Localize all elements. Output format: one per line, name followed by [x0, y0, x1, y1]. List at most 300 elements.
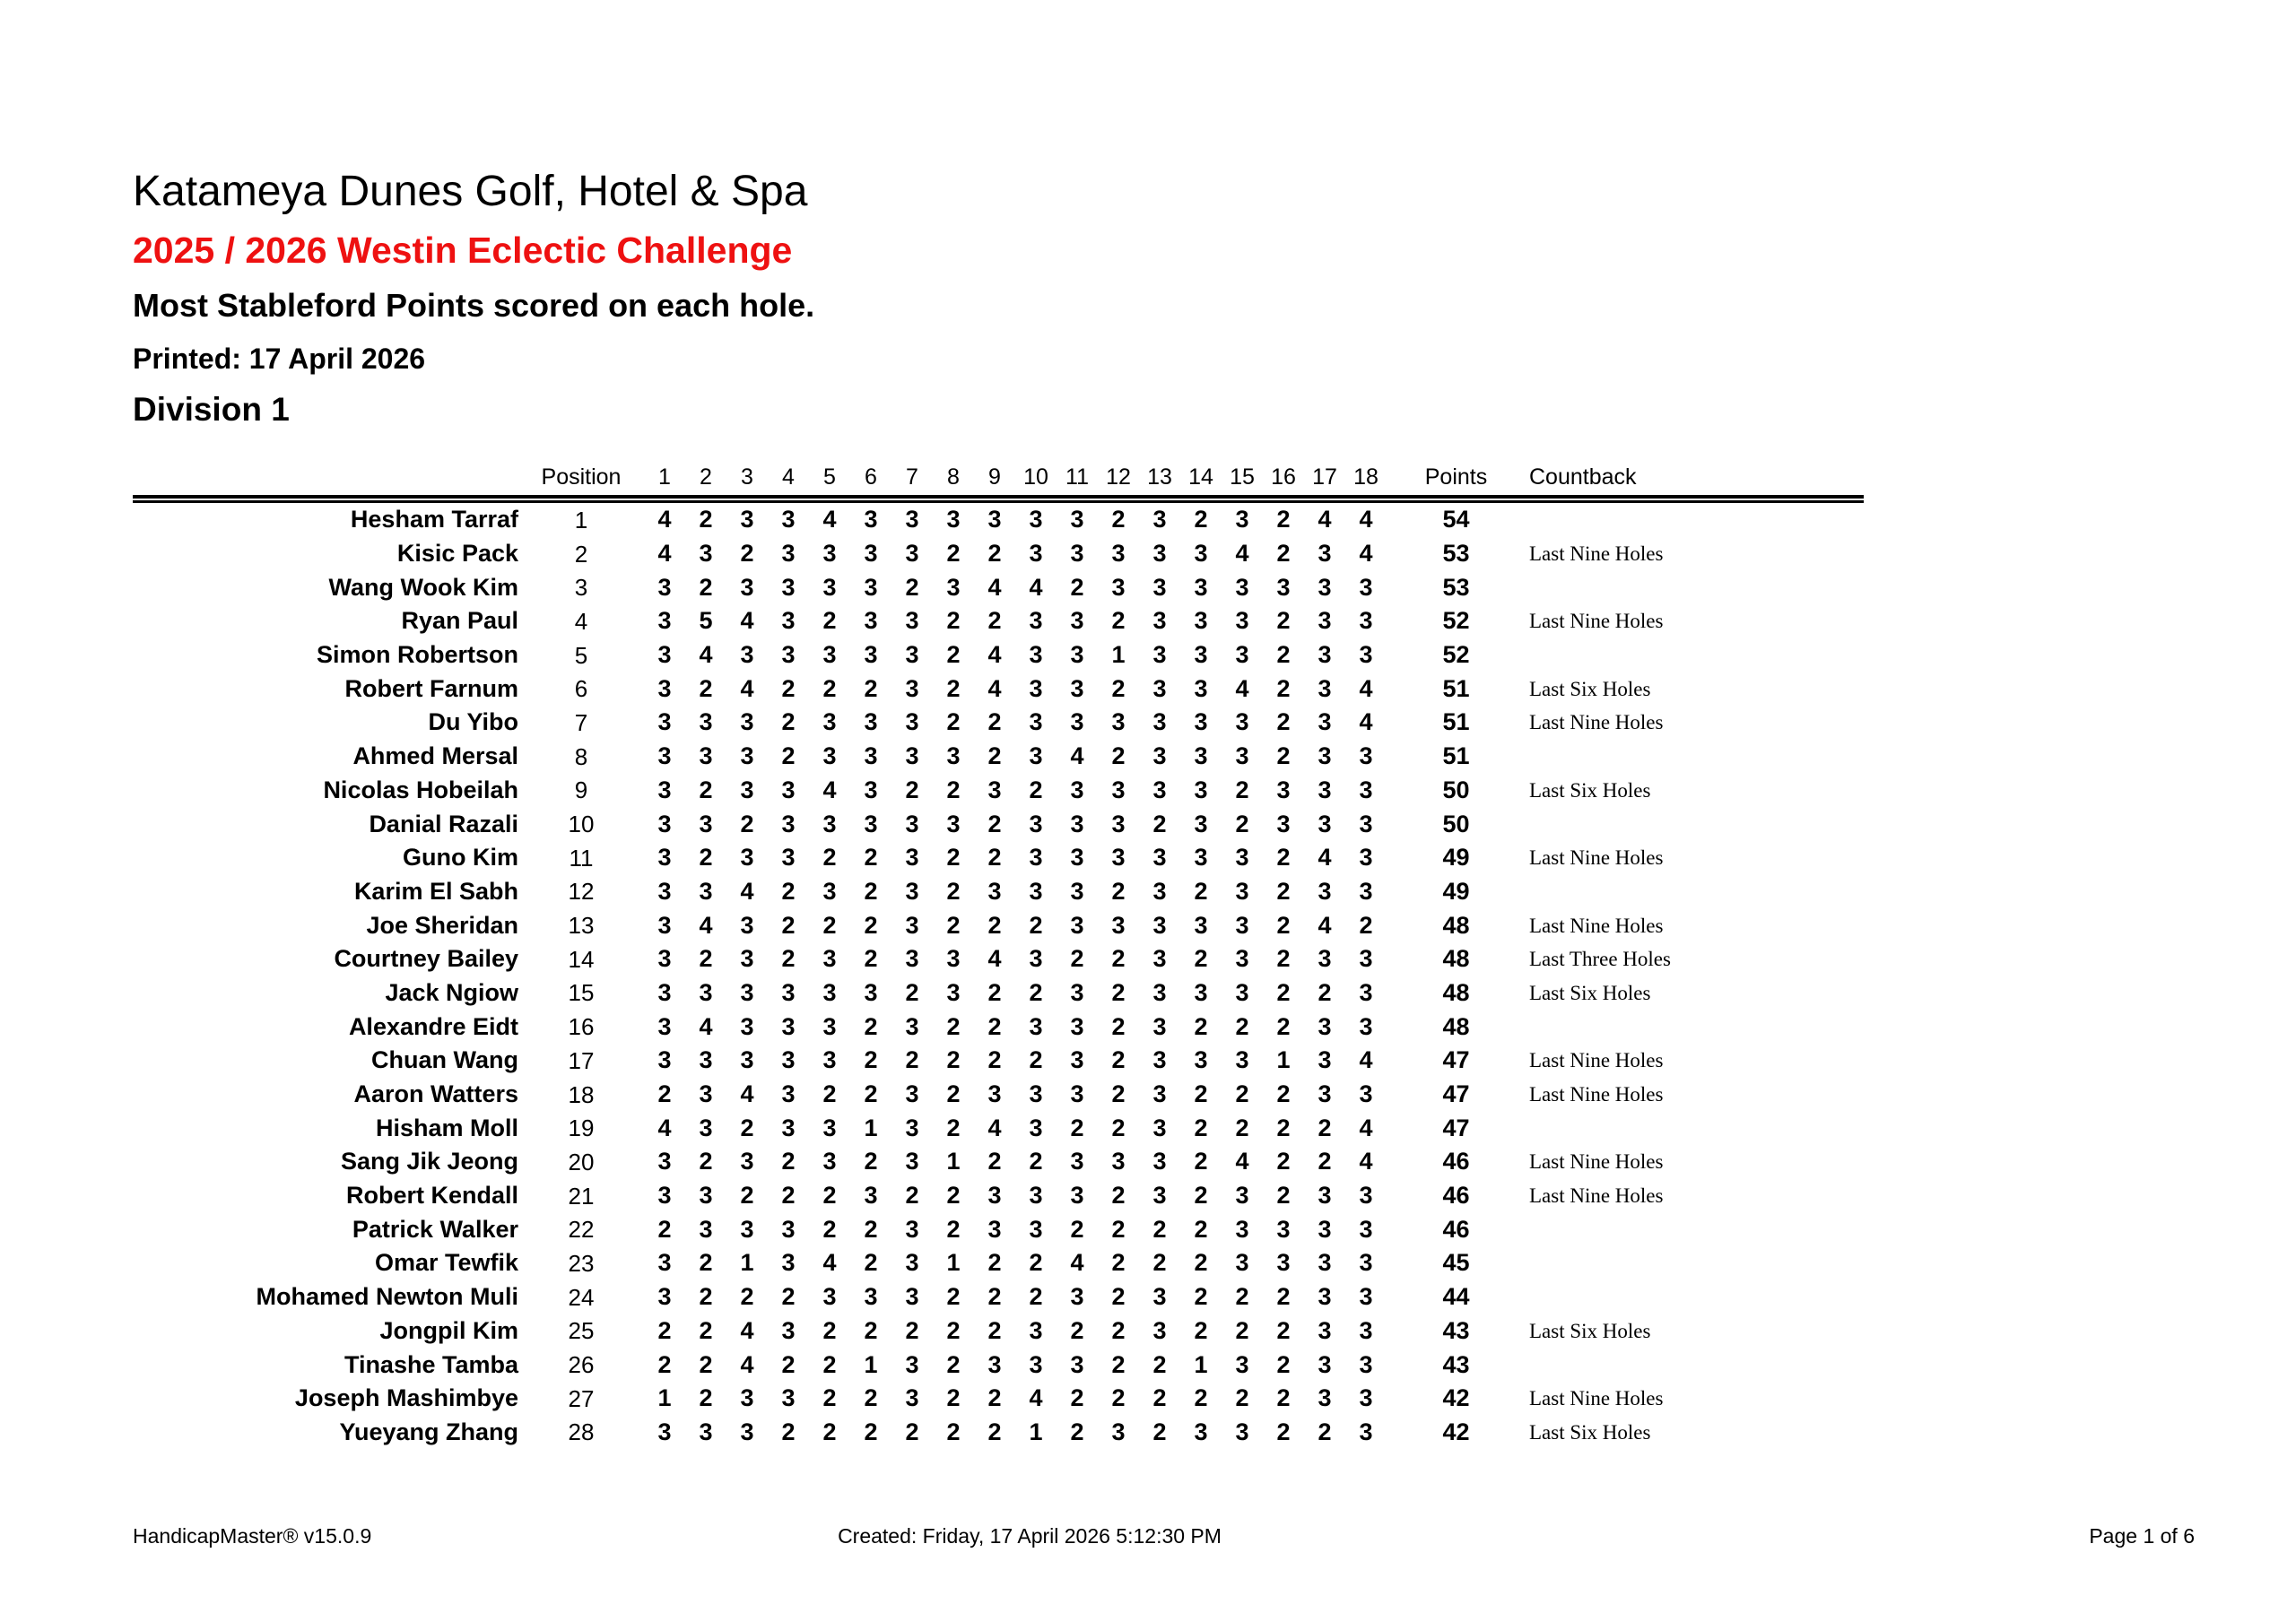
- hole-score: 2: [822, 1182, 837, 1210]
- footer-page-number: Page 1 of 6: [2089, 1524, 2195, 1548]
- countback-value: Last Six Holes: [1529, 778, 1651, 802]
- position-value: 6: [574, 675, 588, 703]
- player-name: Aaron Watters: [353, 1080, 518, 1108]
- hole-score: 2: [1276, 1316, 1291, 1344]
- player-name: Ahmed Mersal: [352, 742, 518, 770]
- hole-score: 3: [1029, 1350, 1043, 1378]
- hole-score: 2: [1111, 1114, 1126, 1141]
- player-name: Robert Farnum: [344, 674, 518, 702]
- hole-score: 3: [987, 1215, 1002, 1243]
- hole-score: 3: [740, 708, 754, 736]
- printed-date: Printed: 17 April 2026: [133, 343, 426, 375]
- hole-score: 2: [905, 573, 919, 601]
- countback-value: Last Nine Holes: [1529, 846, 1664, 870]
- hole-score: 3: [1194, 607, 1208, 635]
- table-row: [133, 841, 1864, 875]
- hole-score: 3: [1235, 742, 1249, 770]
- hole-score: 3: [657, 1148, 672, 1175]
- hole-score: 2: [657, 1316, 672, 1344]
- hole-score: 3: [1029, 1080, 1043, 1108]
- hole-score: 3: [864, 506, 878, 533]
- hole-score: 3: [781, 1384, 796, 1412]
- hole-score: 2: [864, 877, 878, 905]
- hole-score: 2: [699, 506, 713, 533]
- hole-score: 3: [1359, 1418, 1373, 1445]
- hole-score: 3: [1359, 1080, 1373, 1108]
- hole-score: 3: [781, 573, 796, 601]
- hole-score: 3: [657, 877, 672, 905]
- hole-score: 2: [864, 911, 878, 939]
- hole-score: 4: [1359, 1114, 1373, 1141]
- hole-score: 3: [946, 978, 961, 1006]
- hole-score: 2: [1276, 742, 1291, 770]
- hole-score: 4: [740, 1316, 754, 1344]
- hole-score: 2: [946, 1012, 961, 1040]
- hole-score: 3: [699, 742, 713, 770]
- hole-score: 2: [1276, 1114, 1291, 1141]
- table-row: [133, 537, 1864, 571]
- hole-score: 3: [1029, 844, 1043, 872]
- hole-score: 2: [1111, 1316, 1126, 1344]
- countback-value: Last Six Holes: [1529, 677, 1651, 700]
- hole-score: 3: [1111, 1418, 1126, 1445]
- hole-score: 2: [946, 1418, 961, 1445]
- position-value: 17: [568, 1046, 595, 1074]
- hole-score: 3: [822, 1046, 837, 1074]
- hole-score: 3: [1070, 877, 1084, 905]
- hole-score: 3: [657, 573, 672, 601]
- hole-score: 2: [987, 810, 1002, 837]
- hole-score: 2: [822, 1384, 837, 1412]
- table-row: [133, 875, 1864, 909]
- countback-value: Last Nine Holes: [1529, 1083, 1664, 1106]
- hole-score: 2: [1276, 945, 1291, 973]
- hole-score: 3: [1111, 810, 1126, 837]
- hole-score: 3: [657, 810, 672, 837]
- position-value: 20: [568, 1148, 595, 1175]
- table-row: [133, 1416, 1864, 1450]
- points-value: 43: [1442, 1350, 1470, 1378]
- hole-score: 1: [1029, 1418, 1043, 1445]
- position-value: 25: [568, 1317, 595, 1345]
- hole-score: 2: [864, 1148, 878, 1175]
- hole-score: 2: [1070, 573, 1084, 601]
- countback-value: Last Six Holes: [1529, 1420, 1651, 1444]
- hole-header: 16: [1271, 464, 1296, 490]
- hole-score: 3: [781, 1114, 796, 1141]
- hole-score: 3: [657, 742, 672, 770]
- table-row: [133, 1212, 1864, 1246]
- hole-score: 3: [699, 1418, 713, 1445]
- hole-score: 3: [1029, 945, 1043, 973]
- hole-score: 3: [1318, 1384, 1332, 1412]
- hole-score: 3: [740, 911, 754, 939]
- hole-score: 3: [1276, 573, 1291, 601]
- hole-score: 2: [1235, 1283, 1249, 1311]
- hole-score: 2: [1276, 708, 1291, 736]
- hole-score: 3: [1152, 1182, 1167, 1210]
- hole-score: 3: [1235, 708, 1249, 736]
- hole-score: 3: [740, 945, 754, 973]
- position-value: 26: [568, 1351, 595, 1379]
- hole-score: 2: [781, 1350, 796, 1378]
- hole-score: 3: [657, 978, 672, 1006]
- position-value: 27: [568, 1384, 595, 1412]
- footer-software-version: HandicapMaster® v15.0.9: [133, 1524, 372, 1548]
- player-name: Chuan Wang: [371, 1046, 518, 1074]
- hole-score: 3: [1359, 844, 1373, 872]
- table-row: [133, 740, 1864, 774]
- hole-score: 4: [657, 1114, 672, 1141]
- hole-score: 2: [905, 978, 919, 1006]
- hole-score: 2: [1194, 1148, 1208, 1175]
- hole-score: 2: [1070, 1418, 1084, 1445]
- hole-score: 3: [1235, 607, 1249, 635]
- hole-score: 2: [740, 1114, 754, 1141]
- hole-score: 2: [1029, 1148, 1043, 1175]
- hole-score: 3: [1111, 844, 1126, 872]
- hole-header: 18: [1353, 464, 1378, 490]
- hole-score: 3: [1235, 978, 1249, 1006]
- hole-score: 3: [905, 911, 919, 939]
- hole-score: 3: [1029, 1316, 1043, 1344]
- points-value: 50: [1442, 810, 1470, 837]
- hole-score: 3: [1070, 810, 1084, 837]
- hole-score: 3: [657, 1046, 672, 1074]
- hole-score: 3: [864, 573, 878, 601]
- hole-score: 3: [740, 1148, 754, 1175]
- hole-score: 3: [1235, 911, 1249, 939]
- hole-score: 3: [657, 945, 672, 973]
- hole-score: 2: [864, 1012, 878, 1040]
- hole-score: 3: [1152, 1012, 1167, 1040]
- hole-header: 11: [1065, 464, 1089, 490]
- hole-score: 4: [987, 945, 1002, 973]
- hole-score: 3: [740, 844, 754, 872]
- hole-score: 2: [1029, 1283, 1043, 1311]
- table-row: [133, 1314, 1864, 1349]
- table-row: [133, 706, 1864, 740]
- hole-score: 4: [1235, 540, 1249, 568]
- hole-score: 3: [1276, 1249, 1291, 1277]
- hole-score: 3: [1318, 742, 1332, 770]
- hole-score: 3: [781, 607, 796, 635]
- position-value: 9: [574, 776, 588, 804]
- countback-value: Last Nine Holes: [1529, 610, 1664, 633]
- hole-score: 2: [1111, 1215, 1126, 1243]
- hole-score: 3: [1152, 1046, 1167, 1074]
- hole-score: 2: [1070, 1384, 1084, 1412]
- hole-score: 4: [987, 1114, 1002, 1141]
- countback-value: Last Nine Holes: [1529, 914, 1664, 937]
- table-row: [133, 1348, 1864, 1382]
- hole-score: 2: [1276, 911, 1291, 939]
- hole-score: 3: [740, 776, 754, 803]
- table-row: [133, 1145, 1864, 1179]
- hole-score: 5: [699, 607, 713, 635]
- points-value: 42: [1442, 1384, 1470, 1412]
- hole-score: 2: [1194, 1012, 1208, 1040]
- player-name: Ryan Paul: [401, 607, 518, 635]
- hole-score: 2: [1276, 1384, 1291, 1412]
- hole-score: 2: [905, 1182, 919, 1210]
- hole-score: 2: [657, 1215, 672, 1243]
- hole-score: 3: [1194, 674, 1208, 702]
- hole-score: 3: [905, 1283, 919, 1311]
- hole-score: 2: [699, 1384, 713, 1412]
- hole-score: 3: [864, 810, 878, 837]
- hole-score: 2: [946, 877, 961, 905]
- hole-score: 3: [657, 844, 672, 872]
- hole-score: 3: [699, 1114, 713, 1141]
- hole-score: 4: [1235, 674, 1249, 702]
- hole-score: 3: [1070, 1350, 1084, 1378]
- hole-score: 2: [946, 1046, 961, 1074]
- countback-value: Last Nine Holes: [1529, 1387, 1664, 1410]
- hole-score: 1: [864, 1114, 878, 1141]
- hole-score: 3: [1194, 1418, 1208, 1445]
- position-value: 22: [568, 1216, 595, 1244]
- hole-score: 3: [1318, 708, 1332, 736]
- hole-score: 3: [864, 607, 878, 635]
- hole-score: 3: [740, 1012, 754, 1040]
- hole-score: 3: [1070, 708, 1084, 736]
- hole-score: 2: [699, 1249, 713, 1277]
- points-value: 49: [1442, 877, 1470, 905]
- hole-score: 3: [1029, 641, 1043, 669]
- hole-score: 2: [1194, 1249, 1208, 1277]
- hole-score: 3: [946, 810, 961, 837]
- position-value: 13: [568, 912, 595, 940]
- hole-score: 3: [1359, 573, 1373, 601]
- hole-score: 3: [1029, 1182, 1043, 1210]
- hole-score: 2: [987, 607, 1002, 635]
- table-row: [133, 976, 1864, 1010]
- table-row: [133, 1111, 1864, 1145]
- player-name: Jongpil Kim: [379, 1316, 518, 1344]
- club-name: Katameya Dunes Golf, Hotel & Spa: [133, 168, 808, 215]
- hole-score: 3: [740, 1046, 754, 1074]
- hole-score: 3: [864, 641, 878, 669]
- hole-score: 2: [1152, 1215, 1167, 1243]
- hole-score: 3: [1359, 978, 1373, 1006]
- hole-score: 2: [1276, 1418, 1291, 1445]
- hole-score: 4: [1359, 708, 1373, 736]
- position-value: 8: [574, 742, 588, 770]
- hole-score: 2: [987, 1046, 1002, 1074]
- hole-score: 4: [1318, 911, 1332, 939]
- hole-score: 3: [1276, 776, 1291, 803]
- hole-score: 2: [1111, 1283, 1126, 1311]
- hole-score: 2: [1276, 641, 1291, 669]
- hole-header: 10: [1023, 464, 1048, 490]
- position-value: 19: [568, 1115, 595, 1142]
- hole-score: 3: [1152, 1283, 1167, 1311]
- hole-score: 3: [1111, 573, 1126, 601]
- hole-score: 3: [822, 810, 837, 837]
- hole-score: 3: [1359, 1249, 1373, 1277]
- position-value: 12: [568, 878, 595, 906]
- hole-score: 3: [946, 742, 961, 770]
- table-row: [133, 1078, 1864, 1112]
- hole-score: 2: [1235, 1114, 1249, 1141]
- hole-score: 3: [699, 877, 713, 905]
- hole-score: 3: [864, 978, 878, 1006]
- hole-score: 2: [657, 1080, 672, 1108]
- hole-score: 2: [864, 674, 878, 702]
- hole-score: 3: [1152, 708, 1167, 736]
- hole-score: 3: [1235, 945, 1249, 973]
- hole-score: 3: [905, 1012, 919, 1040]
- points-value: 50: [1442, 776, 1470, 803]
- hole-score: 3: [740, 573, 754, 601]
- hole-score: 2: [822, 1316, 837, 1344]
- hole-header: 17: [1312, 464, 1337, 490]
- position-value: 21: [568, 1182, 595, 1210]
- hole-score: 3: [1029, 742, 1043, 770]
- hole-score: 3: [699, 1080, 713, 1108]
- hole-score: 1: [946, 1249, 961, 1277]
- hole-score: 2: [1111, 1350, 1126, 1378]
- hole-score: 3: [781, 776, 796, 803]
- hole-score: 3: [1029, 810, 1043, 837]
- hole-score: 3: [1152, 641, 1167, 669]
- hole-score: 3: [1318, 1215, 1332, 1243]
- player-name: Courtney Bailey: [334, 945, 518, 973]
- hole-score: 2: [781, 1283, 796, 1311]
- hole-score: 1: [1194, 1350, 1208, 1378]
- hole-header: 3: [741, 464, 753, 490]
- hole-score: 4: [1359, 506, 1373, 533]
- hole-score: 4: [699, 641, 713, 669]
- hole-score: 3: [1276, 810, 1291, 837]
- hole-score: 3: [657, 1418, 672, 1445]
- hole-score: 3: [1318, 607, 1332, 635]
- hole-score: 2: [987, 708, 1002, 736]
- hole-score: 4: [1070, 742, 1084, 770]
- hole-score: 2: [822, 1215, 837, 1243]
- hole-score: 2: [1276, 844, 1291, 872]
- countback-value: Last Nine Holes: [1529, 1049, 1664, 1072]
- hole-score: 2: [987, 978, 1002, 1006]
- hole-score: 2: [781, 1182, 796, 1210]
- hole-score: 2: [822, 607, 837, 635]
- hole-score: 3: [657, 1283, 672, 1311]
- hole-score: 4: [740, 1080, 754, 1108]
- hole-score: 2: [822, 1080, 837, 1108]
- points-value: 48: [1442, 911, 1470, 939]
- hole-score: 3: [905, 810, 919, 837]
- hole-score: 4: [740, 607, 754, 635]
- table-row: [133, 672, 1864, 706]
- points-value: 47: [1442, 1080, 1470, 1108]
- hole-score: 1: [864, 1350, 878, 1378]
- hole-score: 3: [822, 945, 837, 973]
- position-value: 18: [568, 1080, 595, 1108]
- hole-score: 3: [905, 844, 919, 872]
- hole-score: 3: [1359, 607, 1373, 635]
- hole-score: 2: [987, 844, 1002, 872]
- player-name: Patrick Walker: [352, 1215, 518, 1243]
- hole-score: 3: [1029, 674, 1043, 702]
- hole-score: 3: [699, 540, 713, 568]
- hole-score: 2: [946, 1283, 961, 1311]
- hole-score: 3: [987, 1182, 1002, 1210]
- player-name: Hesham Tarraf: [350, 506, 518, 533]
- table-row: [133, 1280, 1864, 1314]
- hole-score: 4: [657, 506, 672, 533]
- hole-score: 2: [1276, 1012, 1291, 1040]
- hole-score: 3: [1029, 877, 1043, 905]
- hole-score: 2: [1235, 1012, 1249, 1040]
- hole-score: 3: [1359, 1012, 1373, 1040]
- table-row: [133, 942, 1864, 976]
- hole-score: 3: [987, 1080, 1002, 1108]
- hole-score: 2: [740, 1283, 754, 1311]
- hole-score: 2: [1194, 877, 1208, 905]
- hole-score: 3: [1318, 1316, 1332, 1344]
- hole-score: 3: [781, 844, 796, 872]
- hole-score: 2: [1194, 1283, 1208, 1311]
- hole-score: 3: [1235, 1182, 1249, 1210]
- hole-score: 3: [905, 540, 919, 568]
- hole-score: 3: [1152, 540, 1167, 568]
- hole-score: 3: [781, 506, 796, 533]
- hole-score: 4: [1359, 1046, 1373, 1074]
- hole-score: 3: [657, 708, 672, 736]
- hole-score: 2: [1152, 1418, 1167, 1445]
- hole-score: 2: [1276, 1148, 1291, 1175]
- table-row: [133, 1382, 1864, 1416]
- hole-header: 13: [1147, 464, 1172, 490]
- hole-score: 3: [1070, 1283, 1084, 1311]
- hole-score: 2: [1152, 1384, 1167, 1412]
- position-value: 24: [568, 1283, 595, 1311]
- table-row: [133, 807, 1864, 841]
- hole-score: 2: [1111, 506, 1126, 533]
- hole-score: 4: [1029, 1384, 1043, 1412]
- hole-score: 2: [822, 1418, 837, 1445]
- hole-score: 2: [1318, 1114, 1332, 1141]
- hole-header: 2: [700, 464, 712, 490]
- hole-score: 3: [781, 1046, 796, 1074]
- hole-score: 2: [1111, 1012, 1126, 1040]
- hole-score: 3: [822, 1114, 837, 1141]
- hole-score: 3: [1194, 810, 1208, 837]
- hole-score: 3: [1152, 1080, 1167, 1108]
- hole-header: 15: [1230, 464, 1255, 490]
- hole-score: 3: [657, 641, 672, 669]
- hole-score: 2: [781, 1418, 796, 1445]
- hole-score: 3: [864, 1283, 878, 1311]
- hole-score: 2: [1235, 1080, 1249, 1108]
- hole-header: 14: [1188, 464, 1213, 490]
- hole-header: 6: [865, 464, 877, 490]
- hole-score: 2: [864, 1249, 878, 1277]
- hole-score: 2: [1029, 776, 1043, 803]
- hole-score: 3: [905, 877, 919, 905]
- countback-value: Last Three Holes: [1529, 948, 1671, 971]
- hole-score: 2: [1276, 1182, 1291, 1210]
- points-value: 52: [1442, 607, 1470, 635]
- points-value: 49: [1442, 844, 1470, 872]
- hole-score: 3: [781, 1080, 796, 1108]
- player-name: Hisham Moll: [375, 1114, 518, 1141]
- hole-score: 3: [946, 573, 961, 601]
- hole-score: 4: [740, 877, 754, 905]
- hole-score: 4: [1318, 844, 1332, 872]
- hole-score: 4: [1359, 1148, 1373, 1175]
